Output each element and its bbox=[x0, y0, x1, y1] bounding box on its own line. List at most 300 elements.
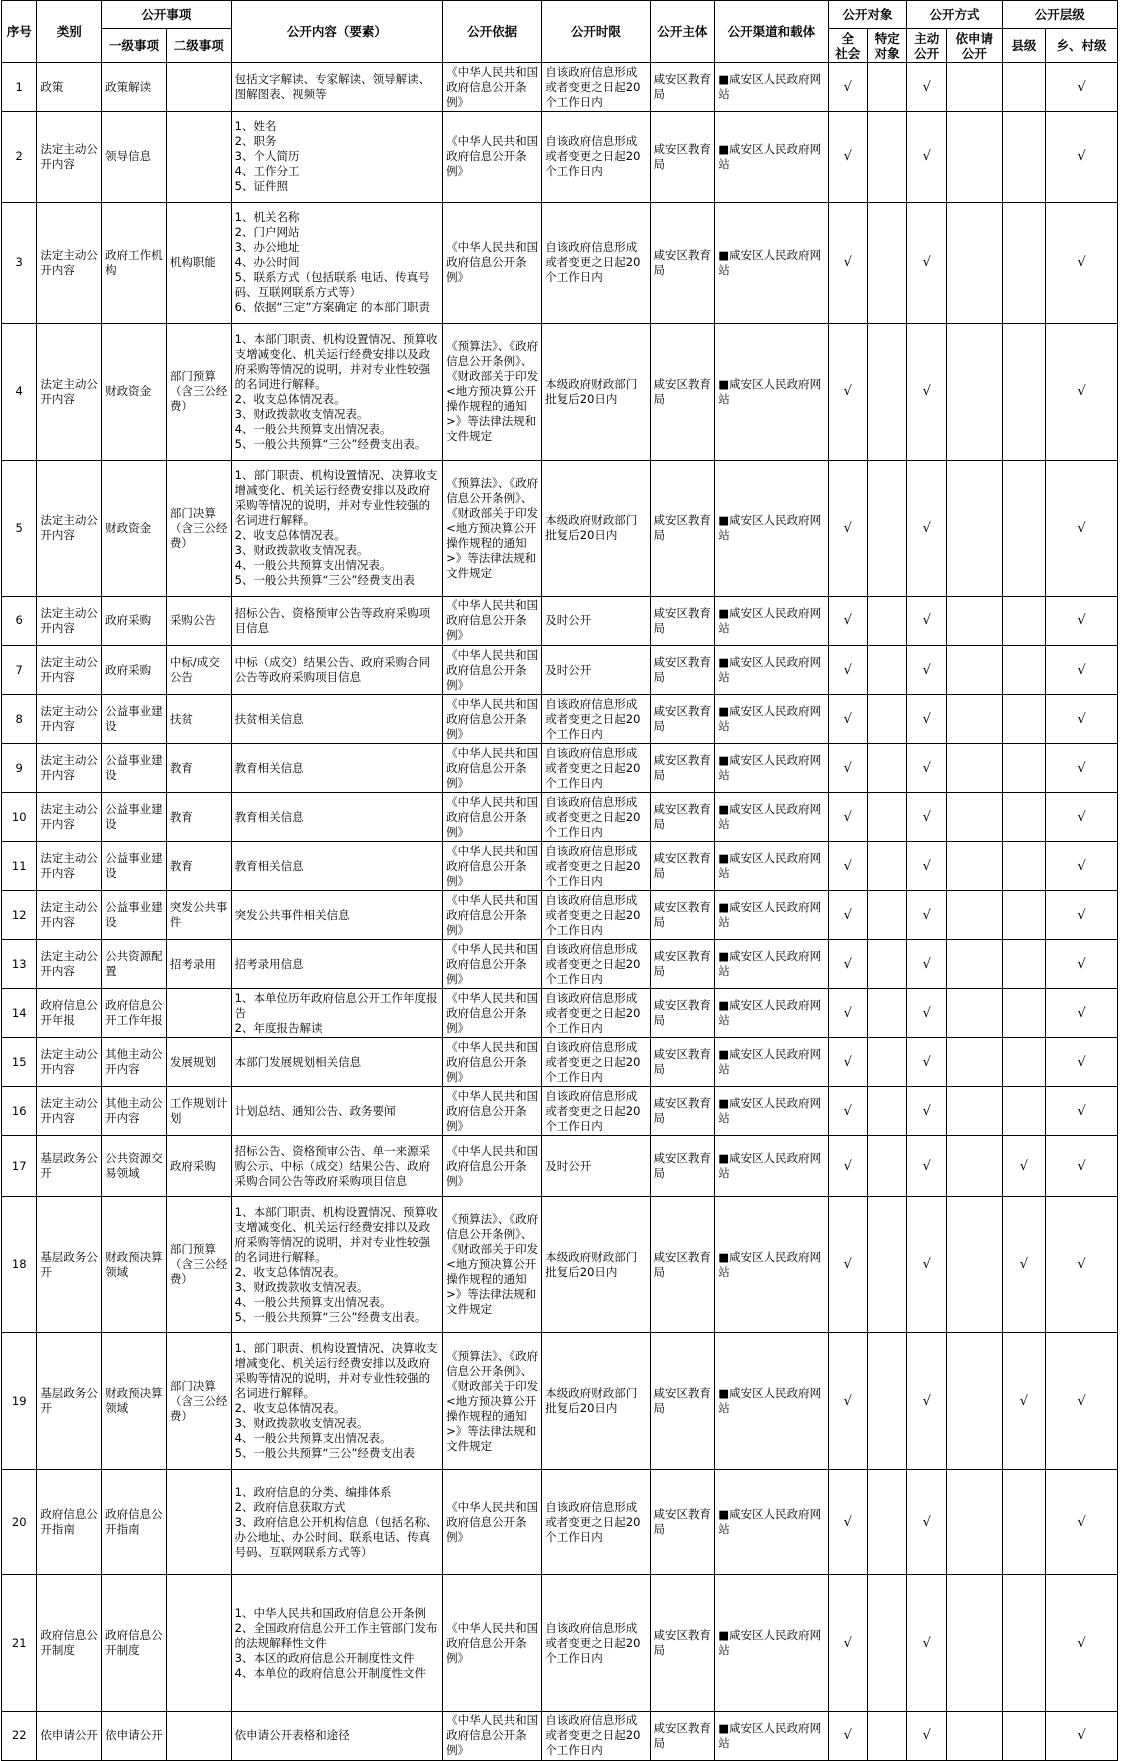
cell-level-town: √ bbox=[1046, 1469, 1118, 1575]
cell-channel: ■咸安区人民政府网站 bbox=[715, 324, 828, 460]
cell-method-active: √ bbox=[907, 460, 946, 596]
cell-channel: ■咸安区人民政府网站 bbox=[715, 744, 828, 793]
cell-category: 法定主动公开内容 bbox=[37, 202, 102, 324]
table-row bbox=[2, 793, 1118, 842]
header-deadline: 公开时限 bbox=[542, 1, 650, 63]
cell-method-apply bbox=[946, 646, 1002, 695]
cell-subject: 咸安区教育局 bbox=[650, 744, 715, 793]
cell-level-county bbox=[1002, 793, 1046, 842]
cell-level1: 其他主动公开内容 bbox=[102, 1038, 167, 1087]
table-body bbox=[2, 63, 1118, 1761]
cell-target-specific bbox=[868, 989, 907, 1038]
cell-method-apply bbox=[946, 989, 1002, 1038]
cell-level2: 教育 bbox=[166, 842, 231, 891]
cell-subject: 咸安区教育局 bbox=[650, 1197, 715, 1333]
cell-method-active: √ bbox=[907, 1038, 946, 1087]
cell-channel: ■咸安区人民政府网站 bbox=[715, 112, 828, 203]
cell-level-county bbox=[1002, 63, 1046, 112]
cell-content: 1、姓名 2、职务 3、个人简历 4、工作分工 5、证件照 bbox=[231, 112, 442, 203]
cell-target-all: √ bbox=[828, 1087, 867, 1136]
cell-basis: 《中华人民共和国政府信息公开条例》 bbox=[443, 1469, 542, 1575]
cell-subject: 咸安区教育局 bbox=[650, 891, 715, 940]
cell-level-county bbox=[1002, 695, 1046, 744]
cell-level2: 发展规划 bbox=[166, 1038, 231, 1087]
cell-basis: 《中华人民共和国政府信息公开条例》 bbox=[443, 744, 542, 793]
cell-level-town: √ bbox=[1046, 989, 1118, 1038]
cell-method-apply bbox=[946, 1038, 1002, 1087]
cell-method-apply bbox=[946, 940, 1002, 989]
cell-level-town: √ bbox=[1046, 460, 1118, 596]
cell-no: 8 bbox=[2, 695, 37, 744]
table-row bbox=[2, 744, 1118, 793]
cell-method-apply bbox=[946, 793, 1002, 842]
table-row bbox=[2, 1333, 1118, 1469]
cell-method-active: √ bbox=[907, 1087, 946, 1136]
cell-no: 19 bbox=[2, 1333, 37, 1469]
header-matters: 公开事项 bbox=[102, 1, 232, 29]
cell-content: 1、中华人民共和国政府信息公开条例 2、全国政府信息公开工作主管部门发布的法规解释性文件 3、本区的政府信息公开制度性文件 4、本单位的政府信息公开制度性文件 bbox=[231, 1575, 442, 1711]
cell-deadline: 自该政府信息形成或者变更之日起20个工作日内 bbox=[542, 891, 650, 940]
cell-method-apply bbox=[946, 202, 1002, 324]
cell-no: 5 bbox=[2, 460, 37, 596]
cell-level-town: √ bbox=[1046, 1136, 1118, 1197]
cell-level-town: √ bbox=[1046, 1333, 1118, 1469]
cell-level1: 财政预决算领域 bbox=[102, 1333, 167, 1469]
cell-level2 bbox=[166, 1711, 231, 1760]
cell-level2: 部门决算（含三公经费） bbox=[166, 460, 231, 596]
cell-deadline: 自该政府信息形成或者变更之日起20个工作日内 bbox=[542, 1575, 650, 1711]
cell-content: 教育相关信息 bbox=[231, 744, 442, 793]
cell-channel: ■咸安区人民政府网站 bbox=[715, 460, 828, 596]
cell-target-all: √ bbox=[828, 940, 867, 989]
cell-no: 12 bbox=[2, 891, 37, 940]
cell-channel: ■咸安区人民政府网站 bbox=[715, 1711, 828, 1760]
cell-category: 法定主动公开内容 bbox=[37, 324, 102, 460]
cell-level-town: √ bbox=[1046, 324, 1118, 460]
cell-deadline: 自该政府信息形成或者变更之日起20个工作日内 bbox=[542, 744, 650, 793]
cell-level2: 扶贫 bbox=[166, 695, 231, 744]
cell-level-county bbox=[1002, 1087, 1046, 1136]
cell-category: 法定主动公开内容 bbox=[37, 596, 102, 645]
cell-level-town: √ bbox=[1046, 695, 1118, 744]
cell-target-specific bbox=[868, 695, 907, 744]
cell-basis: 《中华人民共和国政府信息公开条例》 bbox=[443, 596, 542, 645]
cell-target-specific bbox=[868, 1136, 907, 1197]
table-row bbox=[2, 646, 1118, 695]
table-row bbox=[2, 324, 1118, 460]
cell-category: 基层政务公开 bbox=[37, 1136, 102, 1197]
cell-basis: 《预算法》、《政府信息公开条例》、《财政部关于印发<地方预决算公开操作规程的通知>》等法律法规和文件规定 bbox=[443, 1333, 542, 1469]
cell-category: 基层政务公开 bbox=[37, 1197, 102, 1333]
cell-no: 13 bbox=[2, 940, 37, 989]
cell-basis: 《中华人民共和国政府信息公开条例》 bbox=[443, 891, 542, 940]
cell-target-all: √ bbox=[828, 1469, 867, 1575]
cell-level-town: √ bbox=[1046, 596, 1118, 645]
cell-no: 2 bbox=[2, 112, 37, 203]
cell-target-specific bbox=[868, 1575, 907, 1711]
cell-channel: ■咸安区人民政府网站 bbox=[715, 1333, 828, 1469]
cell-level2 bbox=[166, 989, 231, 1038]
cell-deadline: 自该政府信息形成或者变更之日起20个工作日内 bbox=[542, 1469, 650, 1575]
table-row bbox=[2, 695, 1118, 744]
cell-target-all: √ bbox=[828, 324, 867, 460]
table-row bbox=[2, 891, 1118, 940]
cell-category: 法定主动公开内容 bbox=[37, 646, 102, 695]
cell-content: 本部门发展规划相关信息 bbox=[231, 1038, 442, 1087]
cell-method-apply bbox=[946, 695, 1002, 744]
cell-method-active: √ bbox=[907, 596, 946, 645]
cell-content: 1、本部门职责、机构设置情况、预算收支增减变化、机关运行经费安排以及政府采购等情况的说明，并对专业性较强的名词进行解释。 2、收支总体情况表。 3、财政拨款收支情况表。 4、一般公共预算支出情况表。 5、一般公共预算“三公”经费支出表。 bbox=[231, 324, 442, 460]
cell-method-active: √ bbox=[907, 1469, 946, 1575]
cell-category: 法定主动公开内容 bbox=[37, 695, 102, 744]
cell-method-active: √ bbox=[907, 744, 946, 793]
cell-level1: 公益事业建设 bbox=[102, 793, 167, 842]
cell-target-specific bbox=[868, 324, 907, 460]
cell-target-specific bbox=[868, 1469, 907, 1575]
cell-level-county bbox=[1002, 646, 1046, 695]
cell-level-town: √ bbox=[1046, 202, 1118, 324]
cell-no: 15 bbox=[2, 1038, 37, 1087]
cell-method-active: √ bbox=[907, 324, 946, 460]
cell-channel: ■咸安区人民政府网站 bbox=[715, 1087, 828, 1136]
cell-no: 22 bbox=[2, 1711, 37, 1760]
cell-basis: 《中华人民共和国政府信息公开条例》 bbox=[443, 1136, 542, 1197]
cell-method-active: √ bbox=[907, 202, 946, 324]
cell-method-active: √ bbox=[907, 1197, 946, 1333]
cell-deadline: 自该政府信息形成或者变更之日起20个工作日内 bbox=[542, 695, 650, 744]
cell-target-all: √ bbox=[828, 989, 867, 1038]
cell-subject: 咸安区教育局 bbox=[650, 1136, 715, 1197]
cell-method-active: √ bbox=[907, 793, 946, 842]
cell-subject: 咸安区教育局 bbox=[650, 989, 715, 1038]
cell-level-town: √ bbox=[1046, 1711, 1118, 1760]
cell-target-all: √ bbox=[828, 1333, 867, 1469]
cell-no: 10 bbox=[2, 793, 37, 842]
cell-level2: 中标/成交公告 bbox=[166, 646, 231, 695]
cell-level-town: √ bbox=[1046, 1575, 1118, 1711]
cell-subject: 咸安区教育局 bbox=[650, 1087, 715, 1136]
cell-deadline: 本级政府财政部门批复后20日内 bbox=[542, 1333, 650, 1469]
cell-level-county bbox=[1002, 324, 1046, 460]
cell-level-town: √ bbox=[1046, 112, 1118, 203]
cell-no: 3 bbox=[2, 202, 37, 324]
cell-target-specific bbox=[868, 460, 907, 596]
cell-deadline: 本级政府财政部门批复后20日内 bbox=[542, 1197, 650, 1333]
cell-level1: 公益事业建设 bbox=[102, 744, 167, 793]
cell-method-apply bbox=[946, 1087, 1002, 1136]
cell-level-county bbox=[1002, 891, 1046, 940]
cell-content: 1、部门职责、机构设置情况、决算收支增减变化、机关运行经费安排以及政府采购等情况的说明，并对专业性较强的名词进行解释。 2、收支总体情况表。 3、财政拨款收支情况表。 4、一般公共预算支出情况表。 5、一般公共预算“三公”经费支出表 bbox=[231, 1333, 442, 1469]
cell-target-all: √ bbox=[828, 793, 867, 842]
header-level-county: 县级 bbox=[1002, 29, 1046, 63]
cell-deadline: 及时公开 bbox=[542, 1136, 650, 1197]
cell-level2 bbox=[166, 1575, 231, 1711]
cell-level-town: √ bbox=[1046, 744, 1118, 793]
table-row bbox=[2, 842, 1118, 891]
cell-target-specific bbox=[868, 596, 907, 645]
table-row bbox=[2, 1469, 1118, 1575]
cell-category: 政府信息公开年报 bbox=[37, 989, 102, 1038]
cell-target-specific bbox=[868, 1711, 907, 1760]
cell-level2: 政府采购 bbox=[166, 1136, 231, 1197]
cell-level1: 政府信息公开指南 bbox=[102, 1469, 167, 1575]
cell-content: 1、政府信息的分类、编排体系 2、政府信息获取方式 3、政府信息公开机构信息（包括名称、办公地址、办公时间、联系电话、传真号码、互联网联系方式等） bbox=[231, 1469, 442, 1575]
cell-deadline: 自该政府信息形成或者变更之日起20个工作日内 bbox=[542, 793, 650, 842]
cell-deadline: 自该政府信息形成或者变更之日起20个工作日内 bbox=[542, 112, 650, 203]
cell-no: 17 bbox=[2, 1136, 37, 1197]
cell-basis: 《中华人民共和国政府信息公开条例》 bbox=[443, 940, 542, 989]
cell-category: 法定主动公开内容 bbox=[37, 891, 102, 940]
cell-level-county: √ bbox=[1002, 1197, 1046, 1333]
cell-content: 招考录用信息 bbox=[231, 940, 442, 989]
cell-channel: ■咸安区人民政府网站 bbox=[715, 1136, 828, 1197]
cell-basis: 《中华人民共和国政府信息公开条例》 bbox=[443, 1038, 542, 1087]
cell-level-town: √ bbox=[1046, 891, 1118, 940]
cell-target-specific bbox=[868, 112, 907, 203]
cell-content: 包括文字解读、专家解读、领导解读、图解图表、视频等 bbox=[231, 63, 442, 112]
header-basis: 公开依据 bbox=[443, 1, 542, 63]
cell-deadline: 自该政府信息形成或者变更之日起20个工作日内 bbox=[542, 1038, 650, 1087]
cell-content: 招标公告、资格预审公告、单一来源采购公示、中标（成交）结果公告、政府采购合同公告等政府采购项目信息 bbox=[231, 1136, 442, 1197]
cell-basis: 《中华人民共和国政府信息公开条例》 bbox=[443, 793, 542, 842]
cell-category: 法定主动公开内容 bbox=[37, 744, 102, 793]
cell-subject: 咸安区教育局 bbox=[650, 63, 715, 112]
header-subject: 公开主体 bbox=[650, 1, 715, 63]
cell-level-town: √ bbox=[1046, 63, 1118, 112]
cell-basis: 《预算法》、《政府信息公开条例》、《财政部关于印发<地方预决算公开操作规程的通知>》等法律法规和文件规定 bbox=[443, 1197, 542, 1333]
cell-target-all: √ bbox=[828, 891, 867, 940]
cell-channel: ■咸安区人民政府网站 bbox=[715, 695, 828, 744]
table-row bbox=[2, 1711, 1118, 1760]
cell-method-active: √ bbox=[907, 1333, 946, 1469]
cell-level2: 部门预算（含三公经费） bbox=[166, 324, 231, 460]
cell-level2: 机构职能 bbox=[166, 202, 231, 324]
cell-level-county bbox=[1002, 1575, 1046, 1711]
cell-method-apply bbox=[946, 1711, 1002, 1760]
cell-subject: 咸安区教育局 bbox=[650, 793, 715, 842]
cell-category: 政府信息公开制度 bbox=[37, 1575, 102, 1711]
cell-level2: 招考录用 bbox=[166, 940, 231, 989]
cell-target-specific bbox=[868, 891, 907, 940]
cell-content: 突发公共事件相关信息 bbox=[231, 891, 442, 940]
cell-content: 扶贫相关信息 bbox=[231, 695, 442, 744]
cell-method-active: √ bbox=[907, 1711, 946, 1760]
header-method: 公开方式 bbox=[907, 1, 1002, 29]
cell-level1: 政策解读 bbox=[102, 63, 167, 112]
header-category: 类别 bbox=[37, 1, 102, 63]
cell-channel: ■咸安区人民政府网站 bbox=[715, 989, 828, 1038]
cell-level2: 教育 bbox=[166, 793, 231, 842]
cell-subject: 咸安区教育局 bbox=[650, 1469, 715, 1575]
table-row bbox=[2, 1197, 1118, 1333]
cell-basis: 《中华人民共和国政府信息公开条例》 bbox=[443, 695, 542, 744]
cell-level1: 公益事业建设 bbox=[102, 891, 167, 940]
cell-method-active: √ bbox=[907, 891, 946, 940]
cell-target-all: √ bbox=[828, 1038, 867, 1087]
cell-level-town: √ bbox=[1046, 793, 1118, 842]
cell-content: 1、本单位历年政府信息公开工作年度报告 2、年度报告解读 bbox=[231, 989, 442, 1038]
header-level: 公开层级 bbox=[1002, 1, 1117, 29]
cell-level-town: √ bbox=[1046, 940, 1118, 989]
cell-basis: 《预算法》、《政府信息公开条例》、《财政部关于印发<地方预决算公开操作规程的通知>》等法律法规和文件规定 bbox=[443, 324, 542, 460]
cell-level2: 突发公共事件 bbox=[166, 891, 231, 940]
cell-subject: 咸安区教育局 bbox=[650, 460, 715, 596]
table-row bbox=[2, 1038, 1118, 1087]
cell-level-town: √ bbox=[1046, 842, 1118, 891]
cell-no: 20 bbox=[2, 1469, 37, 1575]
cell-no: 9 bbox=[2, 744, 37, 793]
disclosure-table bbox=[1, 0, 1118, 1761]
cell-target-specific bbox=[868, 646, 907, 695]
cell-basis: 《中华人民共和国政府信息公开条例》 bbox=[443, 989, 542, 1038]
cell-category: 依申请公开 bbox=[37, 1711, 102, 1760]
cell-deadline: 自该政府信息形成或者变更之日起20个工作日内 bbox=[542, 202, 650, 324]
cell-subject: 咸安区教育局 bbox=[650, 596, 715, 645]
table-row bbox=[2, 1575, 1118, 1711]
cell-target-all: √ bbox=[828, 202, 867, 324]
cell-subject: 咸安区教育局 bbox=[650, 202, 715, 324]
cell-level1: 公益事业建设 bbox=[102, 695, 167, 744]
cell-category: 法定主动公开内容 bbox=[37, 460, 102, 596]
cell-level-county bbox=[1002, 1469, 1046, 1575]
cell-level1: 公益事业建设 bbox=[102, 842, 167, 891]
cell-level2 bbox=[166, 112, 231, 203]
cell-level-county: √ bbox=[1002, 1136, 1046, 1197]
cell-subject: 咸安区教育局 bbox=[650, 1575, 715, 1711]
cell-channel: ■咸安区人民政府网站 bbox=[715, 1197, 828, 1333]
cell-target-specific bbox=[868, 63, 907, 112]
cell-level-county bbox=[1002, 460, 1046, 596]
cell-no: 18 bbox=[2, 1197, 37, 1333]
cell-method-apply bbox=[946, 112, 1002, 203]
header-channel: 公开渠道和载体 bbox=[715, 1, 828, 63]
cell-deadline: 自该政府信息形成或者变更之日起20个工作日内 bbox=[542, 842, 650, 891]
cell-method-active: √ bbox=[907, 112, 946, 203]
cell-level1: 财政资金 bbox=[102, 460, 167, 596]
cell-level-county bbox=[1002, 744, 1046, 793]
cell-channel: ■咸安区人民政府网站 bbox=[715, 842, 828, 891]
cell-level-county bbox=[1002, 1038, 1046, 1087]
cell-content: 教育相关信息 bbox=[231, 793, 442, 842]
cell-category: 法定主动公开内容 bbox=[37, 793, 102, 842]
cell-channel: ■咸安区人民政府网站 bbox=[715, 63, 828, 112]
cell-content: 依申请公开表格和途径 bbox=[231, 1711, 442, 1760]
table-row bbox=[2, 63, 1118, 112]
cell-channel: ■咸安区人民政府网站 bbox=[715, 940, 828, 989]
cell-content: 计划总结、通知公告、政务要闻 bbox=[231, 1087, 442, 1136]
cell-level-county bbox=[1002, 1711, 1046, 1760]
cell-method-apply bbox=[946, 596, 1002, 645]
cell-method-active: √ bbox=[907, 63, 946, 112]
cell-level1: 政府信息公开工作年报 bbox=[102, 989, 167, 1038]
cell-deadline: 本级政府财政部门批复后20日内 bbox=[542, 460, 650, 596]
cell-content: 1、部门职责、机构设置情况、决算收支增减变化、机关运行经费安排以及政府采购等情况的说明，并对专业性较强的名词进行解释。 2、收支总体情况表。 3、财政拨款收支情况表。 4、一般公共预算支出情况表。 5、一般公共预算“三公”经费支出表 bbox=[231, 460, 442, 596]
cell-method-apply bbox=[946, 460, 1002, 596]
cell-level-county bbox=[1002, 596, 1046, 645]
cell-target-all: √ bbox=[828, 1136, 867, 1197]
cell-target-all: √ bbox=[828, 646, 867, 695]
cell-channel: ■咸安区人民政府网站 bbox=[715, 202, 828, 324]
table-row bbox=[2, 112, 1118, 203]
cell-deadline: 本级政府财政部门批复后20日内 bbox=[542, 324, 650, 460]
cell-basis: 《中华人民共和国政府信息公开条例》 bbox=[443, 202, 542, 324]
cell-content: 1、机关名称 2、门户网站 3、办公地址 4、办公时间 5、联系方式（包括联系 电话、传真号码、互联网联系方式等） 6、依据“三定”方案确定 的本部门职责 bbox=[231, 202, 442, 324]
cell-no: 16 bbox=[2, 1087, 37, 1136]
cell-target-all: √ bbox=[828, 1575, 867, 1711]
cell-target-all: √ bbox=[828, 744, 867, 793]
cell-method-apply bbox=[946, 1136, 1002, 1197]
cell-level-town: √ bbox=[1046, 1197, 1118, 1333]
cell-level-county bbox=[1002, 842, 1046, 891]
cell-target-specific bbox=[868, 793, 907, 842]
cell-target-all: √ bbox=[828, 112, 867, 203]
cell-no: 11 bbox=[2, 842, 37, 891]
cell-basis: 《中华人民共和国政府信息公开条例》 bbox=[443, 1711, 542, 1760]
cell-channel: ■咸安区人民政府网站 bbox=[715, 1038, 828, 1087]
cell-target-all: √ bbox=[828, 1197, 867, 1333]
cell-method-apply bbox=[946, 1333, 1002, 1469]
cell-method-apply bbox=[946, 324, 1002, 460]
header-method-apply: 依申请 公开 bbox=[946, 29, 1002, 63]
cell-target-all: √ bbox=[828, 460, 867, 596]
cell-basis: 《中华人民共和国政府信息公开条例》 bbox=[443, 1575, 542, 1711]
table-row bbox=[2, 202, 1118, 324]
cell-subject: 咸安区教育局 bbox=[650, 646, 715, 695]
cell-level2 bbox=[166, 1469, 231, 1575]
cell-level1: 政府采购 bbox=[102, 596, 167, 645]
cell-deadline: 自该政府信息形成或者变更之日起20个工作日内 bbox=[542, 989, 650, 1038]
cell-target-all: √ bbox=[828, 1711, 867, 1760]
cell-content: 教育相关信息 bbox=[231, 842, 442, 891]
cell-method-apply bbox=[946, 63, 1002, 112]
cell-category: 政策 bbox=[37, 63, 102, 112]
cell-target-specific bbox=[868, 1038, 907, 1087]
cell-target-all: √ bbox=[828, 596, 867, 645]
cell-target-all: √ bbox=[828, 842, 867, 891]
cell-level1: 政府信息公开制度 bbox=[102, 1575, 167, 1711]
cell-channel: ■咸安区人民政府网站 bbox=[715, 793, 828, 842]
cell-subject: 咸安区教育局 bbox=[650, 324, 715, 460]
cell-method-apply bbox=[946, 744, 1002, 793]
cell-basis: 《中华人民共和国政府信息公开条例》 bbox=[443, 842, 542, 891]
cell-subject: 咸安区教育局 bbox=[650, 695, 715, 744]
cell-level-county bbox=[1002, 202, 1046, 324]
cell-method-apply bbox=[946, 842, 1002, 891]
header-no: 序号 bbox=[2, 1, 37, 63]
cell-method-active: √ bbox=[907, 1575, 946, 1711]
header-target: 公开对象 bbox=[828, 1, 907, 29]
cell-target-specific bbox=[868, 744, 907, 793]
cell-target-all: √ bbox=[828, 695, 867, 744]
table-row bbox=[2, 940, 1118, 989]
cell-channel: ■咸安区人民政府网站 bbox=[715, 1469, 828, 1575]
cell-method-active: √ bbox=[907, 646, 946, 695]
cell-level-county bbox=[1002, 989, 1046, 1038]
cell-target-specific bbox=[868, 202, 907, 324]
cell-category: 法定主动公开内容 bbox=[37, 1087, 102, 1136]
cell-channel: ■咸安区人民政府网站 bbox=[715, 596, 828, 645]
cell-category: 法定主动公开内容 bbox=[37, 842, 102, 891]
cell-deadline: 自该政府信息形成或者变更之日起20个工作日内 bbox=[542, 1087, 650, 1136]
cell-target-specific bbox=[868, 1333, 907, 1469]
table-row bbox=[2, 989, 1118, 1038]
cell-method-apply bbox=[946, 891, 1002, 940]
header-row-top bbox=[2, 1, 1118, 29]
cell-deadline: 自该政府信息形成或者变更之日起20个工作日内 bbox=[542, 1711, 650, 1760]
cell-level1: 其他主动公开内容 bbox=[102, 1087, 167, 1136]
table-row bbox=[2, 596, 1118, 645]
cell-basis: 《中华人民共和国政府信息公开条例》 bbox=[443, 646, 542, 695]
